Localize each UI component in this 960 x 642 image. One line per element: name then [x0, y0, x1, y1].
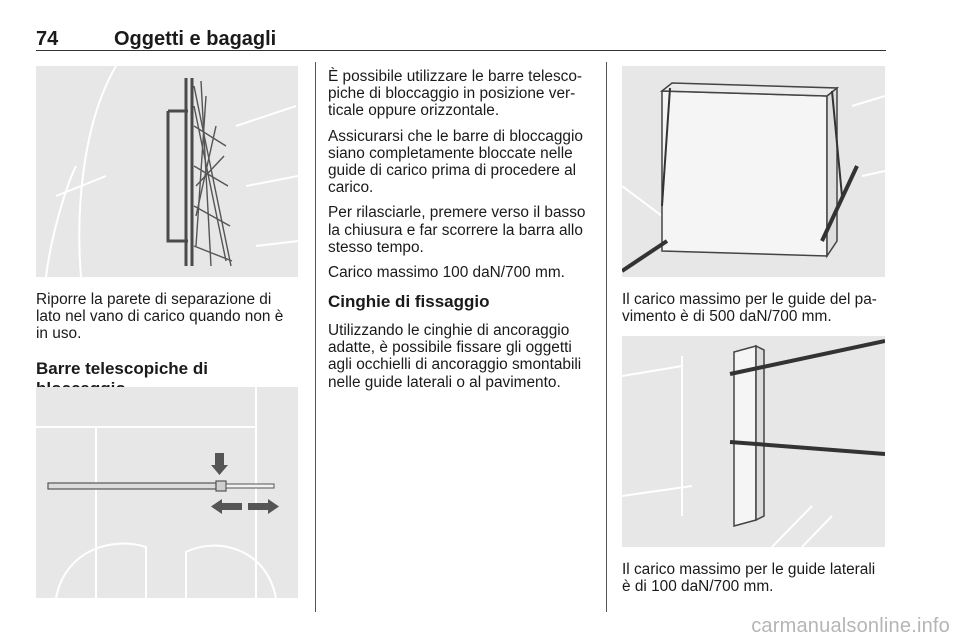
bars-max-load: Carico massimo 100 daN/700 mm. [328, 264, 565, 282]
partition-wall-illustration [36, 66, 298, 277]
strapped-pillar-side-illustration [622, 336, 885, 547]
bars-paragraph: Assicurarsi che le barre di bloccaggio siano completamente bloccate nelle guide di carico prima di procedere al carico. [328, 127, 583, 197]
heading-telescopic-bars: Barre telescopiche di [36, 359, 208, 378]
arrow-right-icon [248, 499, 279, 514]
arrow-left-icon [211, 499, 242, 514]
telescopic-bar-illustration [36, 387, 298, 598]
column-divider [606, 62, 607, 612]
page-title: Oggetti e bagagli [114, 28, 277, 50]
side-rails-caption: Il carico massimo per le guide laterali è di 100 daN/700 mm. [622, 561, 876, 596]
column-divider [315, 62, 316, 612]
floor-rails-caption: Il carico massimo per le guide del pa-vimento è di 500 daN/700 mm. [622, 291, 877, 326]
page-number: 74 [36, 28, 59, 50]
bars-paragraph: È possibile utilizzare le barre telesco-piche di bloccaggio in posizione ver-ticale oppure orizzontale. [328, 68, 583, 120]
straps-instructions: Utilizzando le cinghie di ancoraggio adatte, è possibile fissare gli oggetti agli occhielli di ancoraggio smontabili nelle guide laterali o al pavimento. [328, 322, 582, 391]
bars-instructions [328, 68, 594, 289]
heading-tie-down-straps: Cinghie di fissaggio [328, 292, 490, 311]
header-rule [36, 50, 886, 51]
bars-paragraph: Per rilasciarle, premere verso il basso la chiusura e far scorrere la barra allo stesso tempo. [328, 204, 586, 256]
watermark: carmanualsonline.info [751, 615, 950, 637]
partition-caption: Riporre la parete di separazione di lato nel vano di carico quando non è in uso. [36, 291, 284, 343]
arrow-down-icon [211, 453, 228, 475]
strapped-box-floor-illustration [622, 66, 885, 277]
